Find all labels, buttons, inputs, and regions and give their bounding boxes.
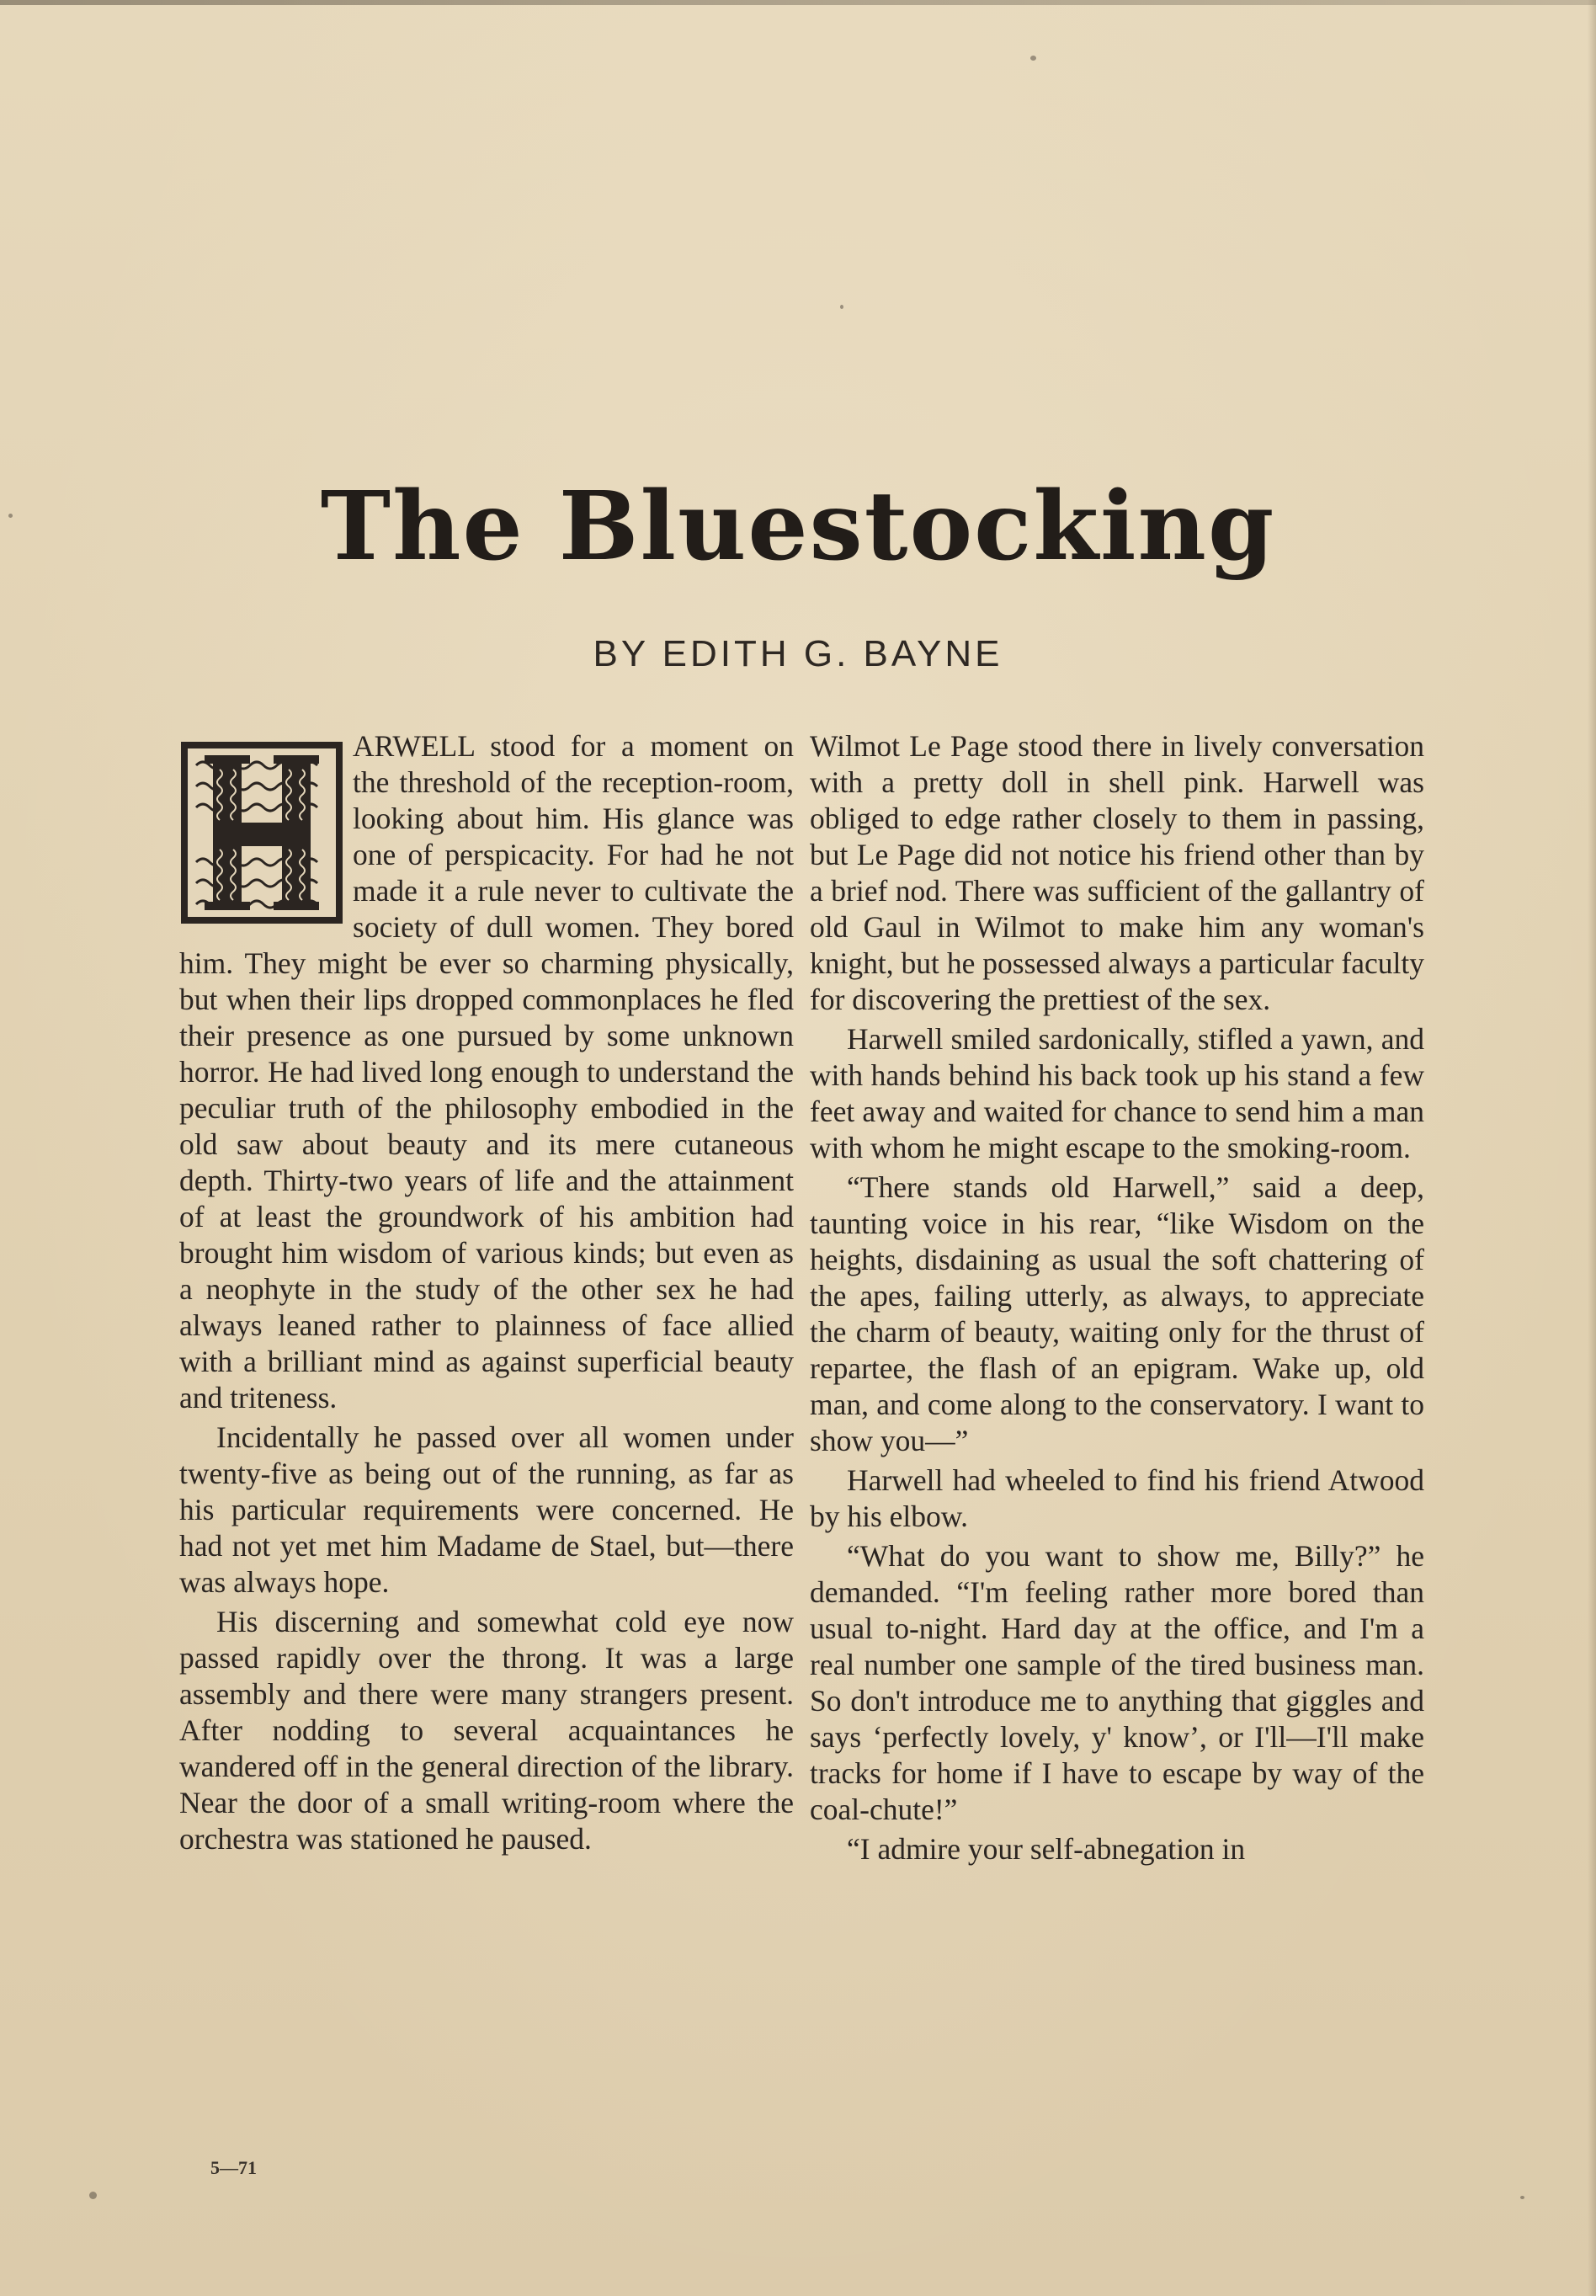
paper-speck (1520, 2196, 1524, 2199)
ornamental-dropcap (179, 740, 344, 925)
paragraph: ARWELL stood for a moment on the threshold of the reception-room, looking about him. His glance was one of perspicacity. For had he not made it a rule never to cultivate the society of dull women. They bored him. They might be ever so charming physically, but when their lips dropped commonplaces he fled their presence as one pursued by some unknown horror. He had lived long enough to understand the peculiar truth of the philosophy embodied in the old saw about beauty and its mere cutaneous depth. Thirty-two years of life and the attainment of at least the groundwork of his ambition had brought him wisdom of various kinds; but even as a neophyte in the study of the other sex he had always leaned rather to plainness of face allied with a brilliant mind as against superficial beauty and triteness. (179, 729, 794, 1414)
dropcap-h-icon (179, 740, 344, 925)
paper-speck (89, 2192, 97, 2199)
paragraph: “What do you want to show me, Billy?” he demanded. “I'm feeling rather more bored than usual to-night. Hard day at the office, and I'm a real number one sample of the tired business man. So don't introduce me to anything that giggles and says ‘perfectly lovely, y' know’, or I'll—I'll make tracks for home if I have to escape by way of the coal-chute!” (810, 1539, 1424, 1826)
right-column (810, 728, 1424, 1867)
paper-speck (1030, 56, 1036, 61)
left-column (179, 728, 794, 1857)
right-edge-shadow (1588, 0, 1596, 2296)
paragraph: “I admire your self-abnegation in (847, 1832, 1246, 1866)
paragraph: His discerning and somewhat cold eye now passed rapidly over the throng. It was a large assembly and there were many strangers present. After nodding to several acquaintances he wandered off in the general direction of the library. Near the door of a small writing-room where the orchestra was stationed he paused. (179, 1605, 794, 1856)
paragraph: Harwell smiled sardonically, stifled a yawn, and with hands behind his back took up his stand a few feet away and waited for chance to send him a man with whom he might escape to the smoking-room. (810, 1022, 1424, 1164)
article-byline: BY EDITH G. BAYNE (593, 633, 1003, 674)
paper-speck (840, 305, 843, 309)
page-folio: 5—71 (210, 2157, 257, 2178)
paragraph: Harwell had wheeled to find his friend Atwood by his elbow. (810, 1463, 1424, 1533)
article-title: The Bluestocking (320, 471, 1276, 582)
paragraph: Incidentally he passed over all women under twenty-five as being out of the running, as far as his particular requirements were concerned. He had not yet met him Madame de Stael, but—there was always hope. (179, 1420, 794, 1599)
top-edge-shadow (0, 0, 1596, 5)
paragraph: Wilmot Le Page stood there in lively conversation with a pretty doll in shell pink. Harwell was obliged to edge rather closely to them in passing, but Le Page did not notice his friend other than by a brief nod. There was sufficient of the gallantry of old Gaul in Wilmot to make him any woman's knight, but he possessed always a particular faculty for discovering the prettiest of the sex. (810, 729, 1424, 1016)
paragraph: “There stands old Harwell,” said a deep, taunting voice in his rear, “like Wisdom on the heights, disdaining as usual the soft chattering of the apes, failing utterly, as always, to appreciate the charm of beauty, waiting only for the thrust of repartee, the flash of an epigram. Wake up, old man, and come along to the conservatory. I want to show you—” (810, 1170, 1424, 1457)
